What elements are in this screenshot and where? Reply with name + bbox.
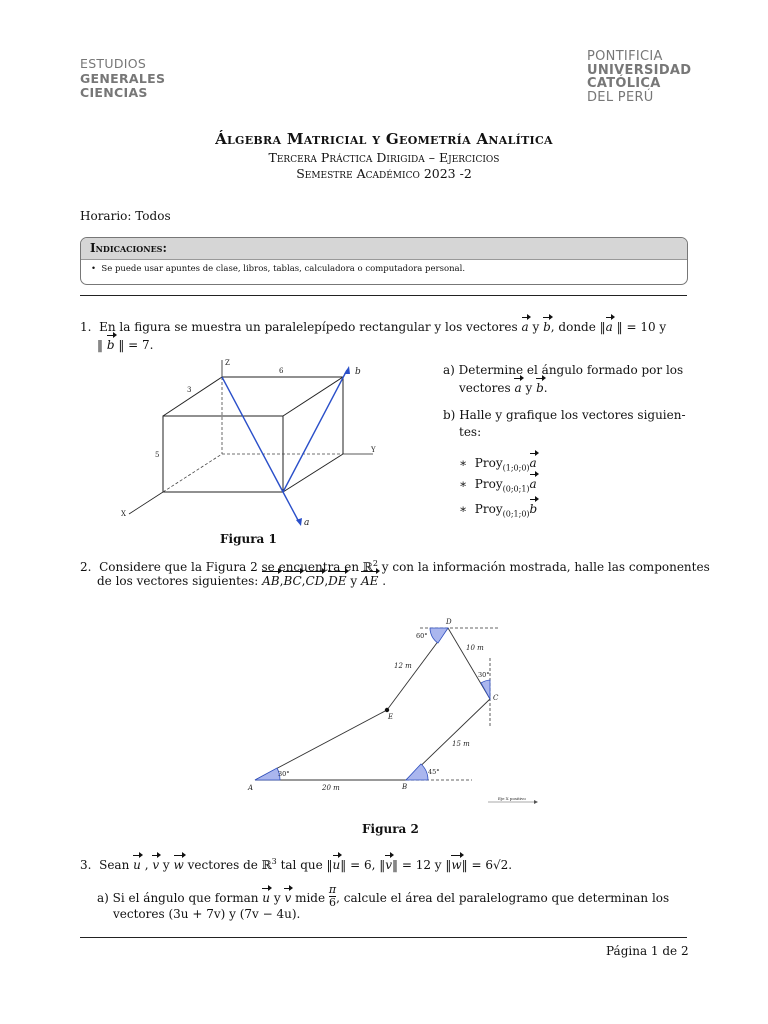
question-text: tal que ‖ xyxy=(276,858,333,872)
vector-b-label: b xyxy=(355,367,361,377)
angle-label: 60° xyxy=(416,632,428,640)
axis-note: Eje X positivo xyxy=(498,796,526,801)
text: ‖ = 10 y xyxy=(616,320,667,334)
vector-bc: BC xyxy=(283,574,302,588)
angle-a xyxy=(255,768,280,780)
angle-label: 45° xyxy=(428,768,440,776)
proj-word: Proy xyxy=(474,477,503,491)
vector-a: a xyxy=(514,381,522,395)
proj-subscript: (1;0;0) xyxy=(502,463,530,473)
x-axis-arrowhead xyxy=(534,800,538,804)
axis-label-y: Y xyxy=(371,446,376,454)
angle-c xyxy=(481,680,490,699)
vector-w: w xyxy=(173,858,184,872)
question-1 xyxy=(80,319,690,336)
part-text: Determine el ángulo formado por los xyxy=(458,363,684,377)
vector-b: b xyxy=(543,320,551,334)
figure-1 xyxy=(115,352,380,532)
box-edge xyxy=(283,454,343,492)
logo-line: DEL PERÚ xyxy=(587,89,654,105)
horario: Horario: Todos xyxy=(80,209,171,223)
projection-3: ∗ Proy$_{(0;1;0)}$b xyxy=(459,502,538,519)
proj-word: Proy xyxy=(474,456,503,470)
text: ‖ = 6, ‖ xyxy=(340,858,386,872)
proj-subscript: (0;1;0) xyxy=(502,509,530,519)
length-label: 10 m xyxy=(466,644,484,652)
vector-ab: AB xyxy=(262,574,280,588)
logo-pucp xyxy=(587,50,691,104)
question-1-line2: ‖ b ‖ = 7. xyxy=(97,338,154,352)
part-text: vectores xyxy=(459,381,511,395)
vector-ae: AE xyxy=(360,574,379,588)
question-1-part-a xyxy=(443,362,683,379)
point-label: B xyxy=(402,783,408,791)
box-edge xyxy=(163,377,222,416)
length-label: 3 xyxy=(187,386,192,394)
logo-line: CIENCIAS xyxy=(80,85,148,100)
axis-label-z: Z xyxy=(225,359,230,367)
vector-a: a xyxy=(521,320,529,334)
part-label: a) xyxy=(97,891,109,905)
box-edge xyxy=(283,377,343,416)
footer-divider xyxy=(80,937,687,938)
text: ‖ = 7. xyxy=(118,338,154,352)
question-3-part-a: a) Si el ángulo que forman u y v mide $\frac{\pi}{6}$ , calcule el área del paralelogramo que determinan los xyxy=(97,883,670,909)
superscript: 3 xyxy=(271,857,277,866)
hidden-edge xyxy=(163,454,222,492)
point-label: C xyxy=(493,694,499,702)
vector-u: u xyxy=(332,858,341,872)
vector-a: a xyxy=(605,320,613,334)
proj-word: Proy xyxy=(474,502,503,516)
vector-de: DE xyxy=(328,574,347,588)
vector-b-line xyxy=(283,370,347,492)
text: ‖ = 6√2. xyxy=(461,858,513,872)
vector-u: u xyxy=(133,858,141,872)
question-text: de los vectores siguientes: xyxy=(97,574,259,588)
vector-a-label: a xyxy=(304,518,310,528)
part-text: mide xyxy=(295,891,326,905)
question-text: vectores de ℝ xyxy=(187,858,272,872)
part-label: b) xyxy=(443,408,456,422)
angle-label: 30° xyxy=(278,770,290,778)
vector-u: u xyxy=(262,891,271,905)
vector-cd: CD xyxy=(305,574,325,588)
question-3: 3. Sean u , v y w vectores de ℝ$^3$ tal que ‖u‖ = 6, ‖v‖ = 12 y ‖w‖ = 6√2. xyxy=(80,857,513,872)
document-semester: Semestre Académico 2023 -2 xyxy=(296,166,472,181)
logo-line: PONTIFICIA xyxy=(587,49,663,64)
text: , donde ‖ xyxy=(550,320,606,334)
question-text: En la figura se muestra un paralelepípedo rectangular y los vectores xyxy=(99,320,518,334)
x-axis xyxy=(129,492,163,514)
indicaciones-item: • Se puede usar apuntes de clase, libros, tablas, calculadora o computadora personal. xyxy=(91,264,466,274)
text: y xyxy=(532,320,540,334)
length-label: 20 m xyxy=(322,784,340,792)
vector-w: w xyxy=(451,858,462,872)
question-text: Considere que la Figura 2 se encuentra en ℝ xyxy=(99,560,373,574)
figure-2-caption: Figura 2 xyxy=(362,822,419,836)
logo-line: UNIVERSIDAD xyxy=(587,62,692,78)
part-text: Si el ángulo que forman xyxy=(112,891,259,905)
question-2-line2: de los vectores siguientes: AB,BC,CD,DE y AE . xyxy=(97,574,387,588)
length-label: 6 xyxy=(279,367,284,375)
vector-b-arrowhead xyxy=(344,366,350,374)
length-label: 15 m xyxy=(452,740,470,748)
angle-label: 30° xyxy=(478,671,490,679)
vector-b: b xyxy=(529,502,538,516)
vector-b: b xyxy=(106,338,115,352)
proj-subscript: (0;0;1) xyxy=(502,484,530,494)
figure-2 xyxy=(240,608,550,808)
angle-d xyxy=(430,628,448,643)
question-1-part-b xyxy=(443,407,686,424)
page-number: Página 1 de 2 xyxy=(606,944,689,958)
question-number: 1. xyxy=(80,320,92,334)
figure-1-caption: Figura 1 xyxy=(220,532,277,546)
question-text: y con la información mostrada, halle las componentes xyxy=(377,560,710,574)
question-3-part-a-line2: vectores (3u + 7v) y (7v − 4u). xyxy=(113,907,301,921)
point-label: E xyxy=(388,713,394,721)
question-1-part-b-line2: tes: xyxy=(459,425,482,439)
projection-2: ∗ Proy$_{(0;0;1)}$a xyxy=(459,477,537,494)
point-label: D xyxy=(446,618,452,626)
divider xyxy=(80,295,687,296)
part-text: , calcule el área del paralelogramo que determinan los xyxy=(336,891,670,905)
vector-segment xyxy=(222,377,283,492)
fraction-pi-6: $\frac{\pi}{6}$ xyxy=(328,883,337,909)
vector-a: a xyxy=(529,477,537,491)
part-label: a) xyxy=(443,363,455,377)
superscript: 2 xyxy=(372,559,378,568)
length-label: 12 m xyxy=(394,662,412,670)
angle-b xyxy=(406,764,428,780)
vector-b: b xyxy=(536,381,544,395)
vector-v: v xyxy=(284,891,292,905)
indicaciones-box xyxy=(80,237,688,285)
point-e xyxy=(385,708,389,712)
vector-v: v xyxy=(152,858,160,872)
question-number: 3. xyxy=(80,858,92,872)
question-number: 2. xyxy=(80,560,92,574)
axis-label-x: X xyxy=(121,510,126,518)
text: ‖ = 12 y ‖ xyxy=(392,858,452,872)
point-label: A xyxy=(248,784,254,792)
indicaciones-text: Se puede usar apuntes de clase, libros, tablas, calculadora o computadora personal. xyxy=(101,264,466,274)
part-text: Halle y grafique los vectores siguien- xyxy=(459,408,686,422)
document-subtitle: Tercera Práctica Dirigida – Ejercicios xyxy=(268,150,500,165)
logo-estudios-generales xyxy=(80,57,165,101)
document-title: Álgebra Matricial y Geometría Analítica xyxy=(215,130,553,148)
vector-v: v xyxy=(385,858,393,872)
vector-a-line xyxy=(283,492,299,522)
logo-line: ESTUDIOS xyxy=(80,56,147,71)
projection-1: ∗ Proy$_{(1;0;0)}$a xyxy=(459,456,537,473)
indicaciones-heading: Indicaciones: xyxy=(81,238,687,260)
question-1-part-a-line2: vectores a y b. xyxy=(459,381,548,395)
logo-line: GENERALES xyxy=(80,70,166,86)
logo-line: CATÓLICA xyxy=(587,76,661,91)
vector-a: a xyxy=(529,456,537,470)
length-label: 5 xyxy=(155,451,160,459)
question-text: Sean xyxy=(99,858,130,872)
